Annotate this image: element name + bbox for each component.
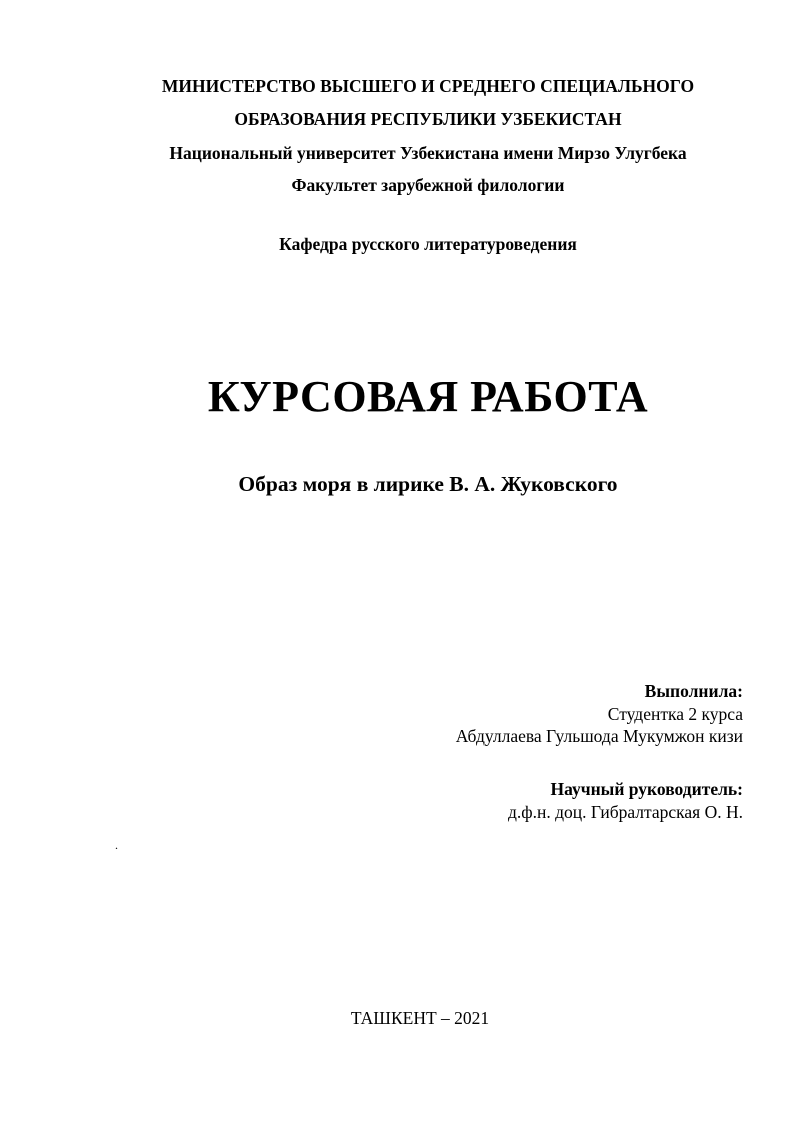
ministry-line-1: МИНИСТЕРСТВО ВЫСШЕГО И СРЕДНЕГО СПЕЦИАЛЬНОГО <box>161 76 695 96</box>
ministry-line-2: ОБРАЗОВАНИЯ РЕСПУБЛИКИ УЗБЕКИСТАН <box>234 109 622 129</box>
author-course: Студентка 2 курса <box>607 704 743 724</box>
document-subtitle: Образ моря в лирике В. А. Жуковского <box>238 472 618 496</box>
supervisor-label: Научный руководитель: <box>550 779 743 799</box>
city-year: ТАШКЕНТ – 2021 <box>350 1008 490 1028</box>
author-name: Абдуллаева Гульшода Мукумжон кизи <box>455 726 743 746</box>
department-name: Кафедра русского литературоведения <box>279 234 577 254</box>
faculty-name: Факультет зарубежной филологии <box>291 175 565 195</box>
supervisor-name: д.ф.н. доц. Гибралтарская О. Н. <box>508 802 743 822</box>
university-name: Национальный университет Узбекистана имени Мирзо Улугбека <box>169 143 687 163</box>
stray-mark: . <box>115 838 118 852</box>
author-label: Выполнила: <box>644 681 743 701</box>
document-title: КУРСОВАЯ РАБОТА <box>207 372 649 421</box>
